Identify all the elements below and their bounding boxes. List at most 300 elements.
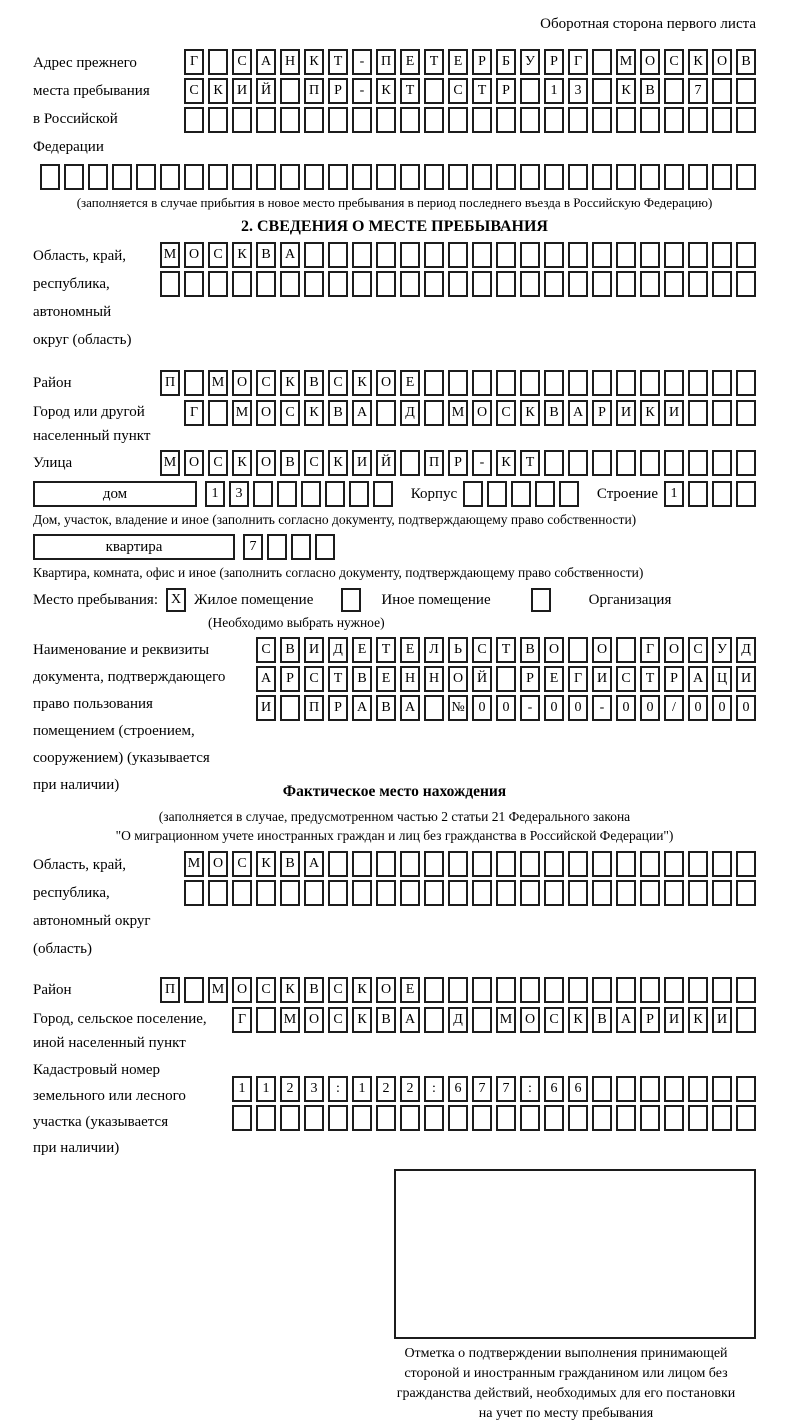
char-cell[interactable]	[511, 481, 531, 507]
char-cell[interactable]: И	[736, 666, 756, 692]
checkbox-inoe[interactable]	[341, 588, 361, 612]
char-cell[interactable]	[232, 164, 252, 190]
char-cell[interactable]	[544, 977, 564, 1003]
char-cell[interactable]	[520, 977, 540, 1003]
char-cell[interactable]: 0	[568, 695, 588, 721]
char-cell[interactable]: С	[616, 666, 636, 692]
char-cell[interactable]: И	[592, 666, 612, 692]
char-cell[interactable]: Й	[376, 450, 396, 476]
char-cell[interactable]: С	[304, 666, 324, 692]
char-cell[interactable]	[616, 271, 636, 297]
char-cell[interactable]: С	[328, 977, 348, 1003]
char-cell[interactable]	[40, 164, 60, 190]
char-cell[interactable]	[616, 1105, 636, 1131]
char-cell[interactable]	[496, 164, 516, 190]
char-cell[interactable]	[373, 481, 393, 507]
char-cell[interactable]	[448, 107, 468, 133]
char-cell[interactable]: М	[208, 977, 228, 1003]
char-cell[interactable]	[544, 164, 564, 190]
char-cell[interactable]	[496, 977, 516, 1003]
char-cell[interactable]	[640, 242, 660, 268]
char-cell[interactable]	[424, 107, 444, 133]
char-cell[interactable]	[736, 450, 756, 476]
char-cell[interactable]: 7	[472, 1076, 492, 1102]
char-cell[interactable]	[664, 1105, 684, 1131]
char-cell[interactable]: /	[664, 695, 684, 721]
char-cell[interactable]: А	[304, 851, 324, 877]
char-cell[interactable]: Р	[592, 400, 612, 426]
char-cell[interactable]: Б	[496, 49, 516, 75]
char-cell[interactable]	[304, 242, 324, 268]
char-cell[interactable]	[568, 242, 588, 268]
char-cell[interactable]	[736, 977, 756, 1003]
char-cell[interactable]: О	[712, 49, 732, 75]
char-cell[interactable]: В	[280, 450, 300, 476]
char-cell[interactable]: Т	[328, 666, 348, 692]
char-cell[interactable]	[664, 242, 684, 268]
char-cell[interactable]: Г	[568, 666, 588, 692]
char-cell[interactable]: О	[232, 977, 252, 1003]
char-cell[interactable]	[736, 880, 756, 906]
char-cell[interactable]	[712, 450, 732, 476]
char-cell[interactable]	[736, 1007, 756, 1033]
char-cell[interactable]: 6	[448, 1076, 468, 1102]
char-cell[interactable]	[592, 49, 612, 75]
char-cell[interactable]	[712, 977, 732, 1003]
char-cell[interactable]: О	[544, 637, 564, 663]
char-cell[interactable]: 1	[256, 1076, 276, 1102]
char-cell[interactable]	[640, 1105, 660, 1131]
char-cell[interactable]	[64, 164, 84, 190]
char-cell[interactable]	[616, 450, 636, 476]
char-cell[interactable]: 0	[496, 695, 516, 721]
char-cell[interactable]	[160, 164, 180, 190]
char-cell[interactable]: М	[160, 242, 180, 268]
char-cell[interactable]: О	[448, 666, 468, 692]
char-cell[interactable]	[568, 271, 588, 297]
char-cell[interactable]	[664, 370, 684, 396]
char-cell[interactable]: О	[640, 49, 660, 75]
char-cell[interactable]	[400, 107, 420, 133]
char-cell[interactable]	[592, 851, 612, 877]
char-cell[interactable]: Е	[400, 637, 420, 663]
char-cell[interactable]: Т	[328, 49, 348, 75]
char-cell[interactable]	[664, 977, 684, 1003]
char-cell[interactable]	[424, 851, 444, 877]
char-cell[interactable]: М	[184, 851, 204, 877]
char-cell[interactable]: К	[640, 400, 660, 426]
char-cell[interactable]: 6	[568, 1076, 588, 1102]
char-cell[interactable]: П	[160, 977, 180, 1003]
char-cell[interactable]: Е	[448, 49, 468, 75]
char-cell[interactable]: В	[304, 370, 324, 396]
char-cell[interactable]: Е	[544, 666, 564, 692]
char-cell[interactable]: -	[352, 78, 372, 104]
char-cell[interactable]: К	[280, 370, 300, 396]
char-cell[interactable]: Р	[328, 78, 348, 104]
char-cell[interactable]	[487, 481, 507, 507]
char-cell[interactable]	[712, 78, 732, 104]
char-cell[interactable]: №	[448, 695, 468, 721]
char-cell[interactable]: К	[256, 851, 276, 877]
char-cell[interactable]	[349, 481, 369, 507]
char-cell[interactable]: К	[352, 370, 372, 396]
char-cell[interactable]: Й	[472, 666, 492, 692]
char-cell[interactable]	[472, 242, 492, 268]
char-cell[interactable]	[376, 107, 396, 133]
char-cell[interactable]	[301, 481, 321, 507]
char-cell[interactable]	[640, 107, 660, 133]
char-cell[interactable]: Т	[424, 49, 444, 75]
char-cell[interactable]: Р	[448, 450, 468, 476]
char-cell[interactable]	[544, 271, 564, 297]
char-cell[interactable]	[592, 977, 612, 1003]
char-cell[interactable]: М	[160, 450, 180, 476]
char-cell[interactable]	[712, 481, 732, 507]
char-cell[interactable]	[280, 78, 300, 104]
char-cell[interactable]	[112, 164, 132, 190]
char-cell[interactable]: 3	[304, 1076, 324, 1102]
char-cell[interactable]: С	[328, 370, 348, 396]
char-cell[interactable]: О	[256, 400, 276, 426]
char-cell[interactable]	[208, 49, 228, 75]
char-cell[interactable]	[664, 164, 684, 190]
char-cell[interactable]: М	[208, 370, 228, 396]
char-cell[interactable]	[592, 450, 612, 476]
char-cell[interactable]: Р	[544, 49, 564, 75]
char-cell[interactable]: К	[208, 78, 228, 104]
char-cell[interactable]: О	[520, 1007, 540, 1033]
char-cell[interactable]: 1	[205, 481, 225, 507]
char-cell[interactable]: Р	[520, 666, 540, 692]
char-cell[interactable]	[315, 534, 335, 560]
char-cell[interactable]: В	[280, 637, 300, 663]
char-cell[interactable]: Т	[472, 78, 492, 104]
char-cell[interactable]: И	[304, 637, 324, 663]
char-cell[interactable]: И	[664, 400, 684, 426]
char-cell[interactable]	[304, 107, 324, 133]
char-cell[interactable]	[664, 107, 684, 133]
char-cell[interactable]	[640, 880, 660, 906]
char-cell[interactable]	[328, 851, 348, 877]
char-cell[interactable]	[256, 880, 276, 906]
char-cell[interactable]	[280, 880, 300, 906]
char-cell[interactable]	[640, 370, 660, 396]
char-cell[interactable]	[712, 880, 732, 906]
char-cell[interactable]	[568, 107, 588, 133]
char-cell[interactable]	[424, 1007, 444, 1033]
char-cell[interactable]	[736, 164, 756, 190]
char-cell[interactable]	[592, 370, 612, 396]
char-cell[interactable]	[472, 1007, 492, 1033]
char-cell[interactable]	[277, 481, 297, 507]
char-cell[interactable]	[184, 370, 204, 396]
char-cell[interactable]	[520, 78, 540, 104]
kvartira-field-box[interactable]: квартира	[33, 534, 235, 560]
char-cell[interactable]	[328, 880, 348, 906]
char-cell[interactable]: Л	[424, 637, 444, 663]
char-cell[interactable]	[520, 1105, 540, 1131]
char-cell[interactable]: 7	[688, 78, 708, 104]
char-cell[interactable]	[496, 107, 516, 133]
char-cell[interactable]	[184, 164, 204, 190]
char-cell[interactable]	[208, 107, 228, 133]
char-cell[interactable]: В	[736, 49, 756, 75]
char-cell[interactable]: Т	[376, 637, 396, 663]
char-cell[interactable]: Т	[640, 666, 660, 692]
char-cell[interactable]	[544, 1105, 564, 1131]
char-cell[interactable]	[688, 271, 708, 297]
char-cell[interactable]: Т	[400, 78, 420, 104]
char-cell[interactable]	[328, 242, 348, 268]
char-cell[interactable]	[184, 977, 204, 1003]
char-cell[interactable]	[640, 450, 660, 476]
char-cell[interactable]	[688, 164, 708, 190]
char-cell[interactable]	[448, 370, 468, 396]
char-cell[interactable]: А	[400, 1007, 420, 1033]
char-cell[interactable]	[472, 851, 492, 877]
char-cell[interactable]: И	[256, 695, 276, 721]
char-cell[interactable]	[291, 534, 311, 560]
char-cell[interactable]: Г	[232, 1007, 252, 1033]
char-cell[interactable]	[424, 78, 444, 104]
char-cell[interactable]	[496, 271, 516, 297]
char-cell[interactable]: К	[688, 1007, 708, 1033]
char-cell[interactable]	[544, 370, 564, 396]
char-cell[interactable]: В	[376, 1007, 396, 1033]
char-cell[interactable]	[559, 481, 579, 507]
char-cell[interactable]: Р	[472, 49, 492, 75]
char-cell[interactable]	[325, 481, 345, 507]
char-cell[interactable]	[304, 1105, 324, 1131]
char-cell[interactable]: Г	[640, 637, 660, 663]
char-cell[interactable]	[472, 880, 492, 906]
char-cell[interactable]	[208, 271, 228, 297]
char-cell[interactable]: 2	[280, 1076, 300, 1102]
char-cell[interactable]	[544, 107, 564, 133]
char-cell[interactable]: 1	[544, 78, 564, 104]
char-cell[interactable]	[304, 164, 324, 190]
char-cell[interactable]	[184, 271, 204, 297]
char-cell[interactable]	[376, 1105, 396, 1131]
char-cell[interactable]	[712, 1105, 732, 1131]
char-cell[interactable]	[280, 1105, 300, 1131]
char-cell[interactable]: А	[616, 1007, 636, 1033]
char-cell[interactable]: С	[280, 400, 300, 426]
char-cell[interactable]: Е	[376, 666, 396, 692]
char-cell[interactable]	[688, 851, 708, 877]
char-cell[interactable]	[520, 851, 540, 877]
char-cell[interactable]: А	[352, 400, 372, 426]
char-cell[interactable]: К	[520, 400, 540, 426]
char-cell[interactable]: 7	[243, 534, 263, 560]
char-cell[interactable]: 0	[472, 695, 492, 721]
char-cell[interactable]: 1	[352, 1076, 372, 1102]
char-cell[interactable]: Р	[328, 695, 348, 721]
char-cell[interactable]: А	[400, 695, 420, 721]
char-cell[interactable]: И	[232, 78, 252, 104]
char-cell[interactable]: В	[256, 242, 276, 268]
char-cell[interactable]	[253, 481, 273, 507]
char-cell[interactable]	[352, 164, 372, 190]
char-cell[interactable]: П	[304, 78, 324, 104]
char-cell[interactable]	[400, 1105, 420, 1131]
char-cell[interactable]	[376, 271, 396, 297]
char-cell[interactable]	[400, 880, 420, 906]
char-cell[interactable]	[472, 164, 492, 190]
char-cell[interactable]: К	[232, 450, 252, 476]
char-cell[interactable]: 0	[688, 695, 708, 721]
char-cell[interactable]	[535, 481, 555, 507]
char-cell[interactable]: 0	[736, 695, 756, 721]
char-cell[interactable]: И	[616, 400, 636, 426]
char-cell[interactable]	[304, 271, 324, 297]
char-cell[interactable]: О	[208, 851, 228, 877]
char-cell[interactable]	[352, 271, 372, 297]
char-cell[interactable]: -	[520, 695, 540, 721]
char-cell[interactable]	[544, 450, 564, 476]
char-cell[interactable]	[712, 1076, 732, 1102]
char-cell[interactable]	[267, 534, 287, 560]
char-cell[interactable]	[616, 851, 636, 877]
char-cell[interactable]	[688, 450, 708, 476]
char-cell[interactable]	[424, 977, 444, 1003]
char-cell[interactable]: А	[280, 242, 300, 268]
char-cell[interactable]	[736, 851, 756, 877]
char-cell[interactable]: О	[304, 1007, 324, 1033]
char-cell[interactable]: Е	[352, 637, 372, 663]
char-cell[interactable]	[352, 851, 372, 877]
char-cell[interactable]	[280, 271, 300, 297]
char-cell[interactable]	[328, 271, 348, 297]
char-cell[interactable]	[280, 107, 300, 133]
char-cell[interactable]: 1	[232, 1076, 252, 1102]
char-cell[interactable]: С	[688, 637, 708, 663]
char-cell[interactable]: В	[592, 1007, 612, 1033]
char-cell[interactable]: Г	[568, 49, 588, 75]
char-cell[interactable]: 0	[712, 695, 732, 721]
dom-field-box[interactable]: дом	[33, 481, 197, 507]
char-cell[interactable]	[472, 107, 492, 133]
char-cell[interactable]: Т	[496, 637, 516, 663]
char-cell[interactable]	[304, 880, 324, 906]
char-cell[interactable]: 3	[568, 78, 588, 104]
char-cell[interactable]: С	[304, 450, 324, 476]
char-cell[interactable]	[616, 370, 636, 396]
char-cell[interactable]: 6	[544, 1076, 564, 1102]
char-cell[interactable]	[424, 695, 444, 721]
char-cell[interactable]	[424, 370, 444, 396]
char-cell[interactable]: К	[376, 78, 396, 104]
char-cell[interactable]: Е	[400, 370, 420, 396]
char-cell[interactable]: А	[256, 666, 276, 692]
char-cell[interactable]: К	[232, 242, 252, 268]
char-cell[interactable]	[568, 637, 588, 663]
char-cell[interactable]	[376, 164, 396, 190]
char-cell[interactable]	[520, 880, 540, 906]
char-cell[interactable]	[208, 400, 228, 426]
char-cell[interactable]: Г	[184, 400, 204, 426]
char-cell[interactable]	[520, 107, 540, 133]
char-cell[interactable]: В	[304, 977, 324, 1003]
char-cell[interactable]: 2	[376, 1076, 396, 1102]
char-cell[interactable]	[736, 78, 756, 104]
char-cell[interactable]	[376, 242, 396, 268]
char-cell[interactable]	[352, 107, 372, 133]
char-cell[interactable]	[88, 164, 108, 190]
char-cell[interactable]	[328, 164, 348, 190]
char-cell[interactable]: С	[664, 49, 684, 75]
char-cell[interactable]	[256, 107, 276, 133]
char-cell[interactable]: 7	[496, 1076, 516, 1102]
char-cell[interactable]	[712, 107, 732, 133]
char-cell[interactable]: В	[352, 666, 372, 692]
char-cell[interactable]: К	[352, 977, 372, 1003]
char-cell[interactable]	[712, 851, 732, 877]
char-cell[interactable]: :	[520, 1076, 540, 1102]
char-cell[interactable]: А	[568, 400, 588, 426]
char-cell[interactable]: О	[184, 242, 204, 268]
char-cell[interactable]: А	[688, 666, 708, 692]
char-cell[interactable]: О	[376, 977, 396, 1003]
char-cell[interactable]: Р	[496, 78, 516, 104]
char-cell[interactable]	[496, 880, 516, 906]
char-cell[interactable]: Д	[400, 400, 420, 426]
char-cell[interactable]: С	[208, 450, 228, 476]
char-cell[interactable]: 0	[640, 695, 660, 721]
char-cell[interactable]	[160, 271, 180, 297]
char-cell[interactable]	[736, 481, 756, 507]
char-cell[interactable]	[496, 370, 516, 396]
char-cell[interactable]	[616, 107, 636, 133]
char-cell[interactable]: Р	[280, 666, 300, 692]
char-cell[interactable]: В	[520, 637, 540, 663]
char-cell[interactable]	[472, 370, 492, 396]
char-cell[interactable]	[376, 400, 396, 426]
char-cell[interactable]	[520, 271, 540, 297]
char-cell[interactable]: К	[304, 49, 324, 75]
char-cell[interactable]	[208, 164, 228, 190]
char-cell[interactable]	[688, 1105, 708, 1131]
char-cell[interactable]	[736, 242, 756, 268]
char-cell[interactable]	[712, 370, 732, 396]
char-cell[interactable]	[568, 977, 588, 1003]
char-cell[interactable]	[568, 1105, 588, 1131]
char-cell[interactable]: О	[184, 450, 204, 476]
char-cell[interactable]	[448, 1105, 468, 1131]
char-cell[interactable]: Е	[400, 49, 420, 75]
char-cell[interactable]	[592, 78, 612, 104]
char-cell[interactable]	[688, 400, 708, 426]
char-cell[interactable]	[568, 851, 588, 877]
char-cell[interactable]	[424, 880, 444, 906]
char-cell[interactable]	[568, 370, 588, 396]
char-cell[interactable]: Р	[640, 1007, 660, 1033]
char-cell[interactable]	[184, 107, 204, 133]
checkbox-zhiloe[interactable]: X	[166, 588, 186, 612]
char-cell[interactable]: С	[208, 242, 228, 268]
char-cell[interactable]: П	[376, 49, 396, 75]
char-cell[interactable]: У	[712, 637, 732, 663]
char-cell[interactable]	[448, 851, 468, 877]
char-cell[interactable]	[736, 1076, 756, 1102]
char-cell[interactable]	[592, 107, 612, 133]
char-cell[interactable]	[232, 880, 252, 906]
char-cell[interactable]	[280, 695, 300, 721]
char-cell[interactable]: О	[472, 400, 492, 426]
char-cell[interactable]	[616, 880, 636, 906]
char-cell[interactable]	[640, 977, 660, 1003]
